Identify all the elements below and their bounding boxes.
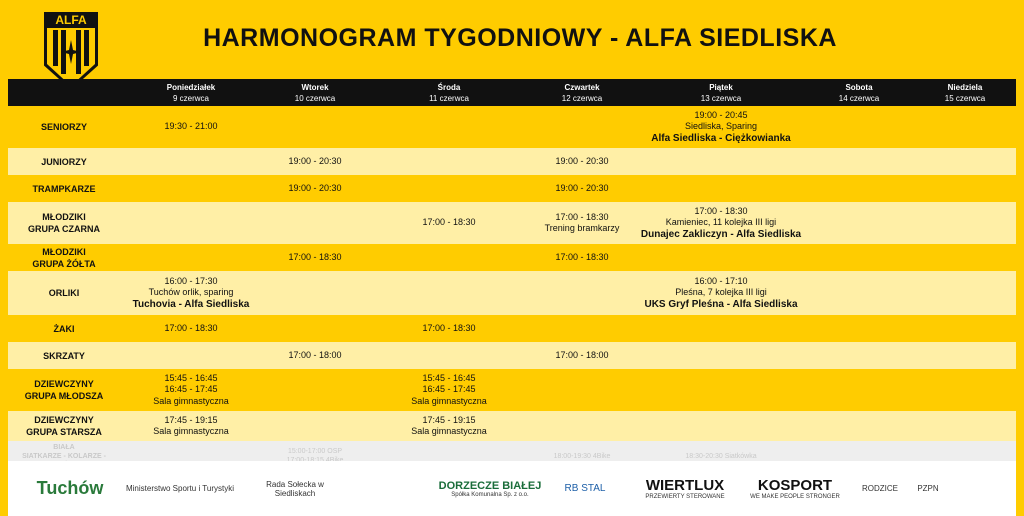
schedule-row	[8, 315, 1016, 342]
schedule-cell-line: 15:45 - 16:45	[164, 372, 218, 383]
sponsor-logo	[435, 461, 545, 516]
group-label	[8, 369, 120, 411]
sponsor-logo	[740, 461, 850, 516]
sponsor-name: Rada Sołecka w Siedliskach	[266, 479, 324, 498]
schedule-cell-line: 19:00 - 20:30	[555, 182, 609, 193]
day-name: Piątek	[709, 83, 733, 92]
schedule-cell-line: 17:00 - 18:30	[555, 211, 609, 222]
day-name: Środa	[437, 83, 461, 92]
sponsor-logo	[860, 461, 900, 516]
schedule-cell-line: 15:45 - 16:45	[422, 372, 476, 383]
sponsor-subtitle: WE MAKE PEOPLE STRONGER	[750, 494, 840, 500]
sponsor-logo	[550, 461, 620, 516]
group-label	[8, 244, 120, 271]
schedule-cell	[116, 369, 266, 411]
day-name: Poniedziałek	[166, 83, 216, 92]
day-date: 14 czerwca	[838, 94, 880, 103]
sponsor-logo	[125, 461, 235, 516]
schedule-cell-line: 19:00 - 20:30	[555, 155, 609, 166]
schedule-cell-line: 17:00 - 18:30	[555, 251, 609, 262]
group-label-line: GRUPA STARSZA	[26, 427, 102, 437]
group-label-line: ORLIKI	[48, 288, 80, 298]
schedule-cell-line: 16:00 - 17:10	[694, 275, 748, 286]
schedule-cell-line: 18:30-20:30 Siatkówka	[685, 452, 757, 460]
day-name: Niedziela	[947, 83, 983, 92]
group-label-line: SIATKARZE - KOLARZE -	[22, 452, 106, 460]
day-header	[656, 82, 786, 104]
day-name: Czwartek	[564, 83, 600, 92]
sponsor-name: PZPN	[917, 484, 939, 493]
group-label	[8, 315, 120, 342]
day-name: Wtorek	[301, 83, 329, 92]
schedule-cell-line: 18:00-19:30 4Bike	[553, 452, 611, 460]
group-label-line: ŻAKI	[53, 323, 75, 334]
day-date: 15 czerwca	[944, 94, 986, 103]
schedule-cell-line: Tuchovia - Alfa Siedliska	[132, 298, 250, 310]
sponsor-logo	[908, 461, 948, 516]
group-label-line: JUNIORZY	[41, 156, 87, 167]
schedule-cell-line: Sala gimnastyczna	[153, 426, 229, 436]
schedule-row	[8, 369, 1016, 411]
schedule-cell-line: Dunajec Zakliczyn - Alfa Siedliska	[640, 228, 802, 240]
group-label-line: GRUPA ŻÓŁTA	[32, 258, 96, 269]
day-date: 12 czerwca	[561, 94, 603, 103]
schedule-cell-line: 17:00 - 18:30	[422, 322, 476, 333]
group-label-line: MŁODZIKI	[42, 246, 86, 257]
day-date: 13 czerwca	[700, 94, 742, 103]
sponsor-logo	[15, 461, 125, 516]
group-label	[8, 411, 120, 441]
schedule-row	[8, 148, 1016, 175]
logo-text: ALFA	[55, 13, 87, 27]
schedule-cell-line: 17:00 - 18:00	[288, 349, 342, 360]
sponsor-logo	[255, 461, 335, 516]
group-label-line: BIAŁA	[53, 443, 75, 451]
group-label-line: DZIEWCZYNY	[34, 415, 94, 425]
sponsor-bar	[8, 461, 1016, 516]
sponsor-name: Ministerstwo Sportu i Turystyki	[125, 484, 235, 493]
group-label	[8, 202, 120, 244]
schedule-cell	[517, 342, 647, 369]
schedule-cell	[517, 148, 647, 175]
day-date: 10 czerwca	[294, 94, 336, 103]
schedule-cell	[116, 106, 266, 148]
day-name: Sobota	[845, 83, 873, 92]
schedule-row	[8, 175, 1016, 202]
schedule-cell-line: Trening bramkarzy	[544, 223, 620, 233]
sponsor-name: RB STAL	[564, 483, 606, 494]
schedule-cell-line: 19:00 - 20:45	[694, 109, 748, 120]
schedule-cell-line: Pleśna, 7 kolejka III ligi	[675, 287, 767, 298]
schedule-cell-line: 17:45 - 19:15	[422, 414, 476, 425]
group-label-line: TRAMPKARZE	[32, 183, 96, 194]
schedule-cell-line: Sala gimnastyczna	[153, 395, 229, 406]
group-label	[8, 271, 120, 315]
sponsor-name: WIERTLUX	[645, 477, 725, 494]
schedule-cell	[116, 271, 266, 315]
day-header	[517, 82, 647, 104]
schedule-cell-line: 16:45 - 17:45	[422, 384, 476, 395]
schedule-cell	[116, 411, 266, 441]
day-header	[126, 82, 256, 104]
schedule-cell-line: 19:00 - 20:30	[288, 155, 342, 166]
schedule-cell-line: 17:45 - 19:15	[164, 414, 218, 425]
schedule-cell	[621, 271, 821, 315]
group-label-line: SENIORZY	[40, 122, 87, 132]
page-title: HARMONOGRAM TYGODNIOWY - ALFA SIEDLISKA	[203, 24, 837, 52]
group-label-line: DZIEWCZYNY	[34, 379, 94, 389]
schedule-cell	[517, 244, 647, 271]
schedule-cell-line: 17:00 - 18:00	[555, 349, 609, 360]
day-header	[250, 82, 380, 104]
schedule-cell	[621, 106, 821, 148]
schedule-cell	[621, 202, 821, 244]
schedule-cell-line: 16:45 - 17:45	[164, 384, 218, 395]
schedule-cell	[384, 202, 514, 244]
schedule-cell	[384, 315, 514, 342]
schedule-cell	[116, 315, 266, 342]
schedule-cell-line: Alfa Siedliska - Ciężkowianka	[651, 132, 791, 144]
schedule-header	[8, 79, 1016, 106]
schedule-cell-line: Sala gimnastyczna	[411, 426, 487, 436]
sponsor-name: KOSPORT	[757, 477, 833, 494]
schedule-cell-line: 19:30 - 21:00	[164, 121, 218, 132]
day-date: 11 czerwca	[429, 94, 469, 103]
group-label-line: MŁODZIKI	[42, 212, 86, 222]
schedule-table	[8, 79, 1016, 471]
group-label	[8, 342, 120, 369]
schedule-cell-line: 17:00 - 18:30	[422, 217, 476, 228]
schedule-cell	[250, 175, 380, 202]
group-label	[8, 148, 120, 175]
day-header	[384, 82, 514, 104]
group-label-line: GRUPA CZARNA	[28, 224, 100, 234]
group-label-line: GRUPA MŁODSZA	[24, 391, 104, 401]
schedule-cell-line: 17:00 - 18:30	[288, 251, 342, 262]
schedule-cell	[384, 411, 514, 441]
schedule-cell	[517, 175, 647, 202]
sponsor-subtitle: Spółka Komunalna Sp. z o.o.	[451, 491, 529, 498]
schedule-cell-line: 17:00 - 18:30	[694, 205, 748, 216]
schedule-row	[8, 411, 1016, 441]
schedule-cell-line: UKS Gryf Pleśna - Alfa Siedliska	[644, 298, 798, 310]
group-label	[8, 175, 120, 202]
schedule-cell-line: 16:00 - 17:30	[164, 275, 218, 286]
sponsor-subtitle: PRZEWIERTY STEROWANE	[645, 494, 725, 500]
schedule-cell	[250, 342, 380, 369]
schedule-cell-line: 19:00 - 20:30	[288, 182, 342, 193]
sponsor-logo	[625, 461, 745, 516]
schedule-row	[8, 244, 1016, 271]
group-label	[8, 106, 120, 148]
schedule-row	[8, 202, 1016, 244]
sponsor-name: RODZICE	[862, 484, 898, 493]
schedule-cell	[250, 148, 380, 175]
schedule-cell-line: Siedliska, Sparing	[684, 121, 758, 132]
schedule-row	[8, 342, 1016, 369]
sponsor-name: DORZECZE BIAŁEJ	[438, 479, 542, 492]
day-header	[900, 82, 1024, 104]
day-date: 9 czerwca	[172, 94, 209, 103]
schedule-cell	[384, 369, 514, 411]
schedule-cell-line: Sala gimnastyczna	[411, 395, 487, 406]
schedule-cell-line: Tuchów orlik, sparing	[148, 287, 234, 298]
sponsor-name: Tuchów	[36, 478, 104, 498]
schedule-cell-line: 17:00 - 18:30	[164, 322, 218, 333]
schedule-cell-line: 15:00-17:00 OSP	[287, 448, 343, 455]
schedule-row	[8, 271, 1016, 315]
sponsor-logo	[345, 461, 405, 516]
group-label-line: SKRZATY	[43, 350, 85, 361]
schedule-cell	[250, 244, 380, 271]
schedule-cell-line: Kamieniec, 11 kolejka III ligi	[665, 217, 777, 228]
schedule-row	[8, 106, 1016, 148]
